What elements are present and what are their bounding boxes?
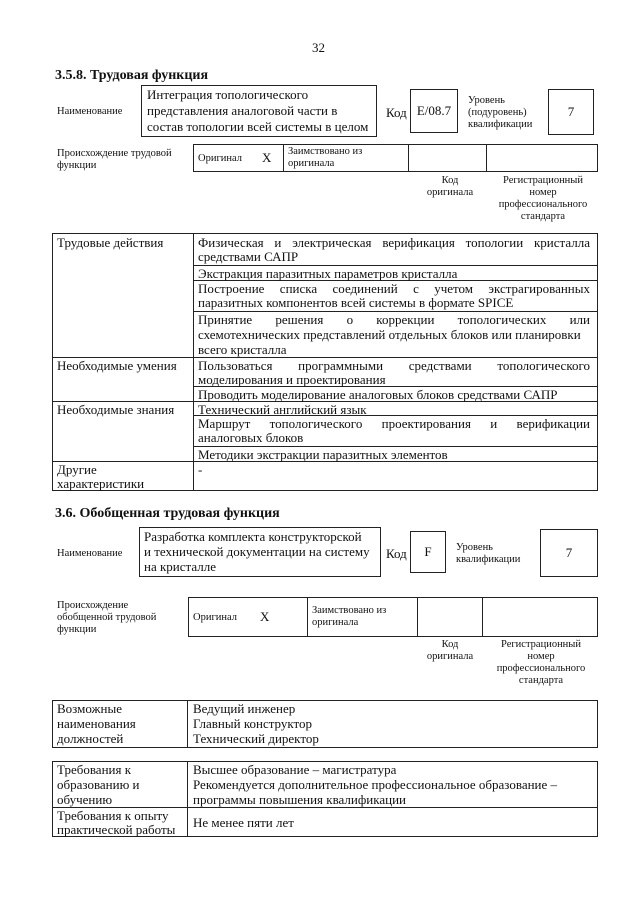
knowledge-item: Технический английский язык [198, 402, 367, 417]
other-label: Другие [57, 462, 97, 477]
other-label: характеристики [57, 476, 145, 491]
labor-action-item: паразитных компонентов всей системы в формате SPICE [198, 295, 514, 310]
borrowed-label: Заимствовано из [312, 605, 387, 616]
generalized-function-name-box [139, 527, 381, 577]
code-label: Код [386, 546, 407, 561]
code-value: F [424, 544, 432, 559]
labor-action-item: схемотехнических представлений отдельных блоков или планировки [198, 327, 581, 342]
original-mark: X [262, 150, 272, 165]
experience-label: практической работы [57, 822, 176, 837]
original-label: Оригинал [198, 153, 242, 164]
function-name-line: на кристалле [144, 559, 216, 574]
origin-label: Происхождение [57, 600, 129, 611]
code-original-caption: Код [441, 175, 459, 186]
origin-label: Происхождение трудовой [57, 148, 172, 159]
skill-item: моделирования и проектирования [198, 372, 386, 387]
reg-number-caption: номер [527, 651, 555, 662]
position-item: Технический директор [193, 731, 319, 746]
skill-item: Проводить моделирование аналоговых блоков средствами САПР [198, 387, 558, 402]
labor-action-item: средствами САПР [198, 249, 299, 264]
level-label: Уровень [468, 95, 505, 106]
function-name-line: Разработка комплекта конструкторской [144, 529, 362, 544]
position-item: Главный конструктор [193, 716, 313, 731]
borrowed-label: оригинала [288, 158, 335, 169]
skill-item: Пользоваться программными средствами топологического [198, 358, 590, 373]
code-original-caption: оригинала [426, 187, 474, 198]
borrowed-label: оригинала [312, 617, 359, 628]
reg-number-caption: профессионального [498, 199, 588, 210]
education-label: обучению [57, 792, 113, 807]
labor-action-item: Построение списка соединений с учетом экстрагированных [198, 281, 590, 296]
level-value: 7 [565, 545, 573, 560]
experience-label: Требования к опыту [57, 808, 169, 823]
knowledge-item: Маршрут топологического проектирования и верификации [198, 416, 590, 431]
education-item: программы повышения квалификации [193, 792, 407, 807]
original-mark: X [260, 609, 270, 624]
level-value-box [540, 529, 598, 577]
code-value-box [410, 531, 446, 573]
position-item: Ведущий инженер [193, 701, 296, 716]
knowledge-item: Методики экстракции паразитных элементов [198, 447, 448, 462]
page-number: 32 [312, 40, 325, 55]
reg-number-caption: профессионального [496, 663, 586, 674]
knowledge-label: Необходимые знания [57, 402, 175, 417]
code-original-caption: Код [441, 639, 459, 650]
reg-number-caption: Регистрационный [503, 175, 583, 186]
function-name-line: и технической документации на систему [144, 544, 370, 559]
labor-action-item: Физическая и электрическая верификация топологии кристалла [198, 235, 590, 250]
function-name-line: Интеграция топологического [147, 87, 309, 102]
origin-row [193, 144, 598, 172]
experience-value: Не менее пяти лет [193, 815, 294, 830]
reg-number-caption: стандарта [518, 675, 564, 686]
level-label: квалификации [456, 554, 521, 565]
origin-label: функции [57, 160, 97, 171]
function-name-line: состав топологии всей системы в целом [147, 119, 369, 134]
function-name-line: представления аналоговой части в [147, 103, 338, 118]
name-label: Наименование [57, 106, 123, 117]
name-label: Наименование [57, 548, 123, 559]
level-label: квалификации [468, 119, 533, 130]
knowledge-item: аналоговых блоков [198, 430, 304, 445]
education-label: образованию и [57, 777, 140, 792]
reg-number-caption: Регистрационный [501, 639, 581, 650]
original-label: Оригинал [193, 612, 237, 623]
code-original-caption: оригинала [426, 651, 474, 662]
origin-label: функции [57, 624, 97, 635]
level-label: Уровень [456, 542, 493, 553]
reg-number-caption: номер [529, 187, 557, 198]
labor-action-item: Принятие решения о коррекции топологических или [198, 312, 590, 327]
origin-label: обобщенной трудовой [57, 612, 157, 623]
skills-label: Необходимые умения [57, 358, 177, 373]
section-heading-3-6: 3.6. Обобщенная трудовая функция [55, 506, 280, 521]
origin-row [188, 597, 598, 637]
positions-label: должностей [57, 731, 124, 746]
labor-action-item: всего кристалла [198, 342, 287, 357]
reg-number-caption: стандарта [520, 211, 566, 222]
code-value-box [410, 89, 458, 133]
level-label: (подуровень) [468, 107, 527, 118]
borrowed-label: Заимствовано из [288, 146, 363, 157]
other-value: - [198, 462, 203, 477]
education-label: Требования к [57, 762, 132, 777]
section-heading-3-5-8: 3.5.8. Трудовая функция [55, 68, 209, 83]
education-item: Рекомендуется дополнительное профессиональное образование – [193, 777, 558, 792]
level-value-box [548, 89, 594, 135]
code-label: Код [386, 105, 407, 120]
education-item: Высшее образование – магистратура [193, 762, 397, 777]
positions-label: наименования [57, 716, 136, 731]
labor-actions-label: Трудовые действия [57, 235, 164, 250]
labor-action-item: Экстракция паразитных параметров кристалла [198, 266, 458, 281]
level-value: 7 [567, 104, 575, 119]
code-value: E/08.7 [416, 103, 452, 118]
positions-label: Возможные [57, 701, 122, 716]
function-name-box [141, 85, 377, 137]
